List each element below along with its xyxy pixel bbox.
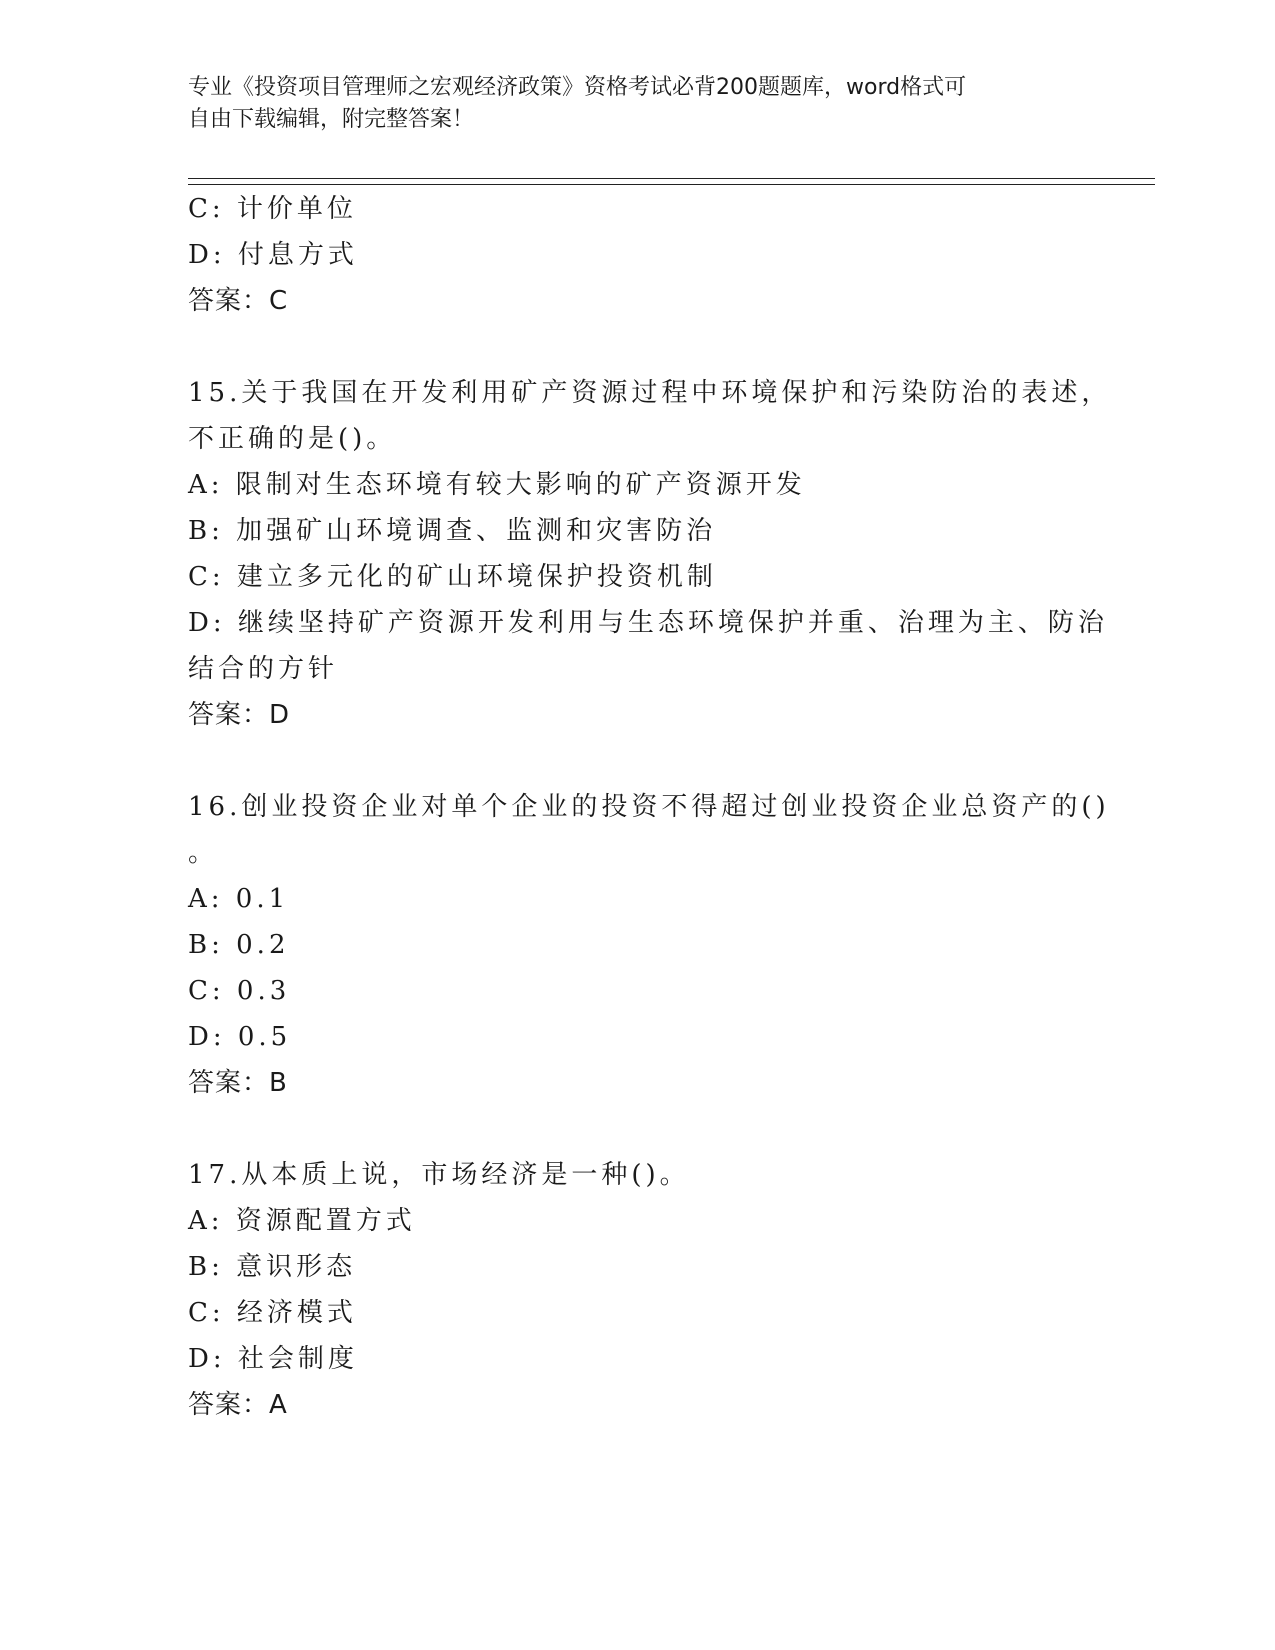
question-14-tail (188, 186, 1088, 324)
option-a: A: 0.1 (188, 884, 290, 914)
option-d: D: 继续坚持矿产资源开发利用与生态环境保护并重、治理为主、防治 (188, 608, 1108, 638)
header-divider-top (188, 178, 1155, 179)
answer-line: 答案：C (188, 286, 289, 316)
question-stem: 15.关于我国在开发利用矿产资源过程中环境保护和污染防治的表述， (188, 378, 1112, 408)
question-list (188, 186, 1112, 1428)
page-header (188, 72, 1068, 136)
question-stem-continued: 。 (188, 838, 219, 868)
answer-line: 答案：A (188, 1390, 288, 1420)
header-title-line-1: 专业《投资项目管理师之宏观经济政策》资格考试必背200题题库，word格式可 (188, 75, 967, 100)
option-c: C: 计价单位 (188, 194, 357, 224)
option-d: D: 社会制度 (188, 1344, 358, 1374)
question-stem-continued: 不正确的是()。 (188, 424, 397, 454)
option-d: D: 付息方式 (188, 240, 358, 270)
answer-line: 答案：B (188, 1068, 288, 1098)
option-b: B: 意识形态 (188, 1252, 357, 1282)
answer-line: 答案：D (188, 700, 291, 730)
question-stem: 17.从本质上说，市场经济是一种()。 (188, 1160, 690, 1190)
question-17 (188, 1152, 1088, 1428)
question-stem: 16.创业投资企业对单个企业的投资不得超过创业投资企业总资产的() (188, 792, 1110, 822)
question-16 (188, 784, 1110, 1106)
question-15 (188, 370, 1112, 738)
option-a: A: 资源配置方式 (188, 1206, 416, 1236)
option-c: C: 0.3 (188, 976, 291, 1006)
option-c: C: 经济模式 (188, 1298, 357, 1328)
header-divider-bottom (188, 184, 1155, 185)
header-title-line-2: 自由下载编辑，附完整答案！ (188, 107, 475, 132)
option-b: B: 加强矿山环境调查、监测和灾害防治 (188, 516, 717, 546)
option-b: B: 0.2 (188, 930, 290, 960)
option-d-continued: 结合的方针 (188, 654, 339, 684)
option-a: A: 限制对生态环境有较大影响的矿产资源开发 (188, 470, 806, 500)
option-d: D: 0.5 (188, 1022, 292, 1052)
option-c: C: 建立多元化的矿山环境保护投资机制 (188, 562, 717, 592)
